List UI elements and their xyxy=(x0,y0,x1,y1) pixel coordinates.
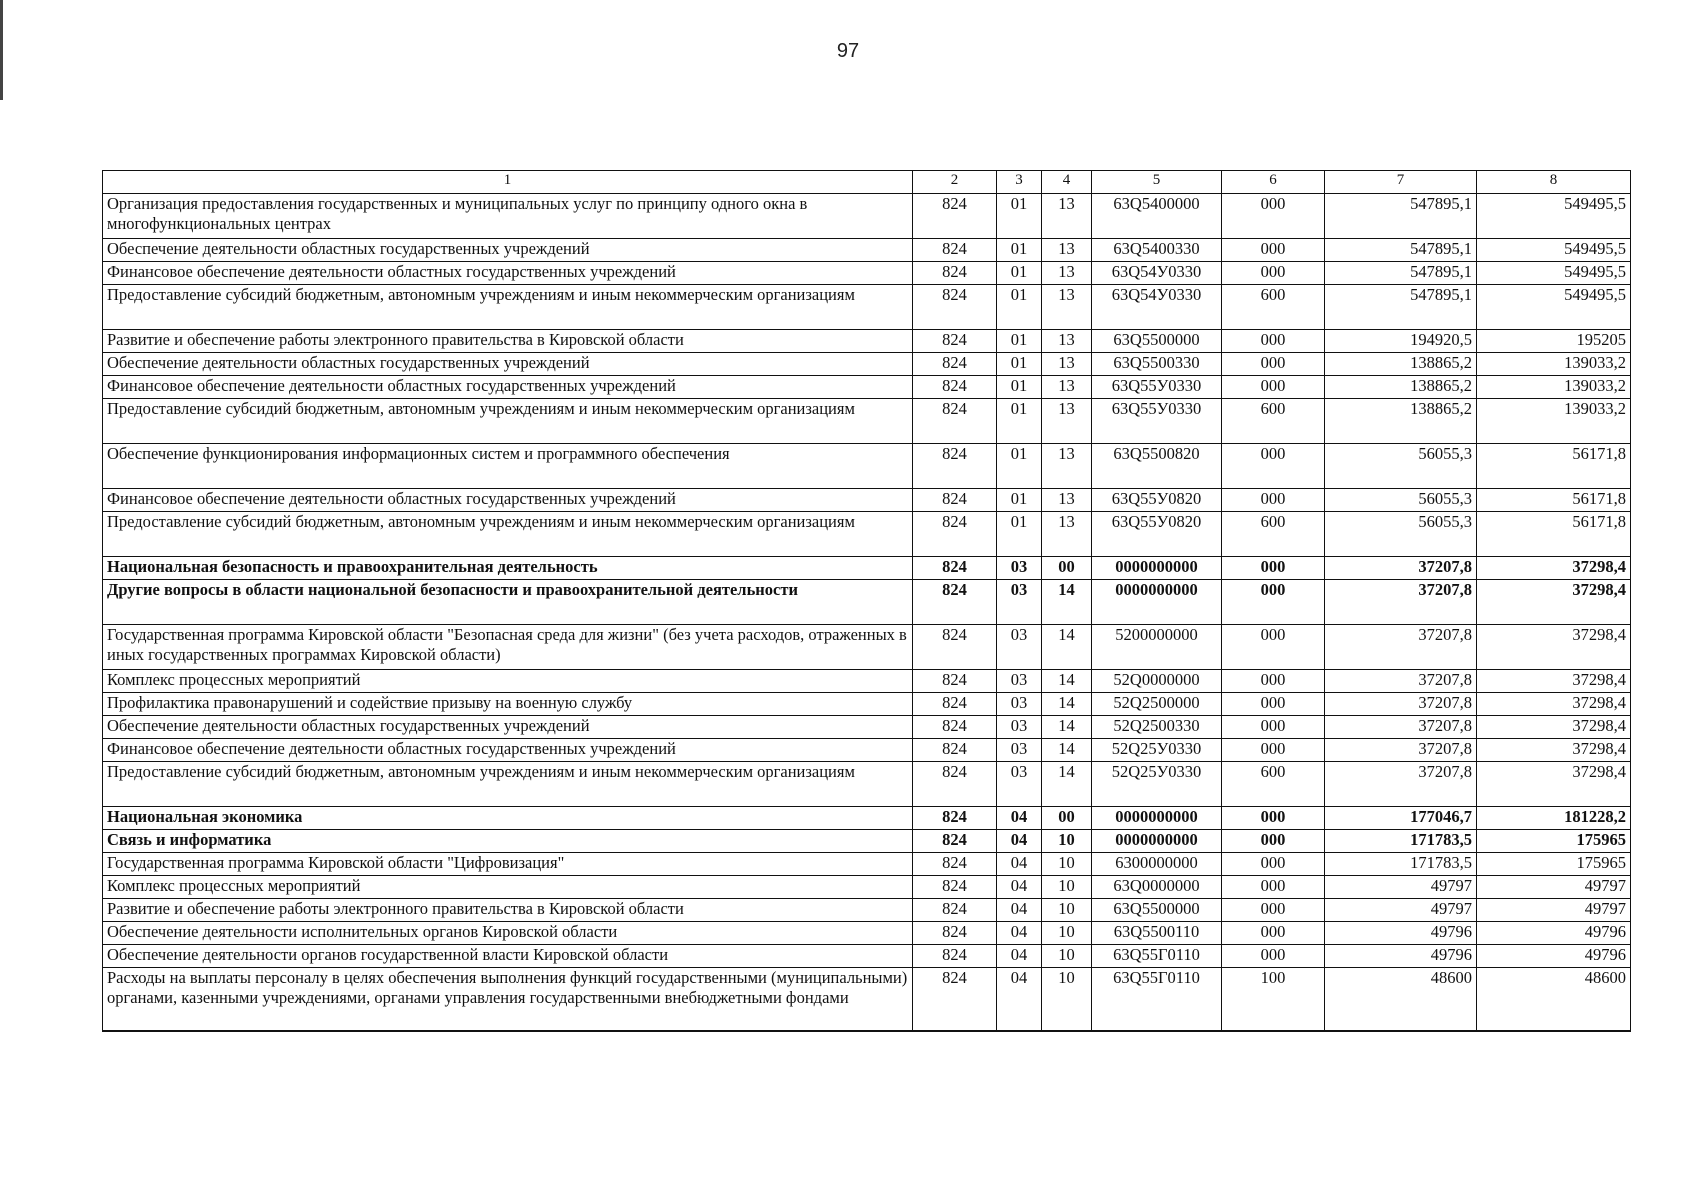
section-code-cell: 01 xyxy=(997,262,1042,285)
target-article-cell: 0000000000 xyxy=(1092,580,1222,625)
table-row xyxy=(103,670,1631,693)
ministry-code-cell: 824 xyxy=(913,625,997,670)
ministry-code-cell: 824 xyxy=(913,876,997,899)
subsection-code-cell: 14 xyxy=(1042,670,1092,693)
item-name-cell: Обеспечение деятельности областных государственных учреждений xyxy=(103,353,913,376)
ministry-code-cell: 824 xyxy=(913,557,997,580)
subsection-code-cell: 10 xyxy=(1042,945,1092,968)
amount-year2-cell: 175965 xyxy=(1477,830,1631,853)
section-code-cell: 04 xyxy=(997,830,1042,853)
amount-year2-cell: 37298,4 xyxy=(1477,739,1631,762)
target-article-cell: 63Q5500330 xyxy=(1092,353,1222,376)
target-article-cell: 63Q55У0820 xyxy=(1092,512,1222,557)
expense-type-cell: 000 xyxy=(1222,489,1325,512)
item-name-cell: Обеспечение деятельности органов государственной власти Кировской области xyxy=(103,945,913,968)
amount-year2-cell: 139033,2 xyxy=(1477,399,1631,444)
amount-year1-cell: 37207,8 xyxy=(1325,739,1477,762)
target-article-cell: 52Q2500330 xyxy=(1092,716,1222,739)
item-name-cell: Развитие и обеспечение работы электронного правительства в Кировской области xyxy=(103,899,913,922)
amount-year1-cell: 547895,1 xyxy=(1325,239,1477,262)
amount-year2-cell: 37298,4 xyxy=(1477,580,1631,625)
expense-type-cell: 000 xyxy=(1222,353,1325,376)
item-name-cell: Предоставление субсидий бюджетным, автономным учреждениям и иным некоммерческим организациям xyxy=(103,399,913,444)
target-article-cell: 0000000000 xyxy=(1092,830,1222,853)
expense-type-cell: 000 xyxy=(1222,899,1325,922)
table-row xyxy=(103,625,1631,670)
amount-year1-cell: 56055,3 xyxy=(1325,512,1477,557)
expense-type-cell: 000 xyxy=(1222,876,1325,899)
target-article-cell: 5200000000 xyxy=(1092,625,1222,670)
target-article-cell: 63Q55У0330 xyxy=(1092,399,1222,444)
item-name-cell: Предоставление субсидий бюджетным, автономным учреждениям и иным некоммерческим организациям xyxy=(103,762,913,807)
amount-year2-cell: 139033,2 xyxy=(1477,353,1631,376)
subsection-code-cell: 14 xyxy=(1042,739,1092,762)
table-row xyxy=(103,353,1631,376)
amount-year1-cell: 56055,3 xyxy=(1325,489,1477,512)
item-name-cell: Обеспечение функционирования информационных систем и программного обеспечения xyxy=(103,444,913,489)
target-article-cell: 63Q54У0330 xyxy=(1092,262,1222,285)
item-name-cell: Обеспечение деятельности исполнительных органов Кировской области xyxy=(103,922,913,945)
column-header: 1 xyxy=(103,171,913,194)
amount-year1-cell: 547895,1 xyxy=(1325,262,1477,285)
amount-year1-cell: 138865,2 xyxy=(1325,376,1477,399)
column-header: 6 xyxy=(1222,171,1325,194)
amount-year2-cell: 37298,4 xyxy=(1477,625,1631,670)
expense-type-cell: 000 xyxy=(1222,853,1325,876)
expense-type-cell: 600 xyxy=(1222,512,1325,557)
target-article-cell: 63Q55Г0110 xyxy=(1092,945,1222,968)
ministry-code-cell: 824 xyxy=(913,239,997,262)
table-row xyxy=(103,716,1631,739)
ministry-code-cell: 824 xyxy=(913,739,997,762)
section-code-cell: 03 xyxy=(997,670,1042,693)
amount-year2-cell: 48600 xyxy=(1477,968,1631,1032)
amount-year1-cell: 49796 xyxy=(1325,945,1477,968)
target-article-cell: 63Q5400000 xyxy=(1092,194,1222,239)
ministry-code-cell: 824 xyxy=(913,489,997,512)
section-code-cell: 01 xyxy=(997,285,1042,330)
expense-type-cell: 000 xyxy=(1222,945,1325,968)
section-code-cell: 01 xyxy=(997,330,1042,353)
subsection-code-cell: 13 xyxy=(1042,330,1092,353)
amount-year1-cell: 171783,5 xyxy=(1325,830,1477,853)
ministry-code-cell: 824 xyxy=(913,693,997,716)
table-row xyxy=(103,876,1631,899)
expense-type-cell: 000 xyxy=(1222,557,1325,580)
amount-year1-cell: 138865,2 xyxy=(1325,399,1477,444)
amount-year2-cell: 549495,5 xyxy=(1477,194,1631,239)
target-article-cell: 63Q55У0330 xyxy=(1092,376,1222,399)
amount-year1-cell: 48600 xyxy=(1325,968,1477,1032)
amount-year1-cell: 37207,8 xyxy=(1325,762,1477,807)
section-code-cell: 03 xyxy=(997,693,1042,716)
target-article-cell: 63Q54У0330 xyxy=(1092,285,1222,330)
section-code-cell: 03 xyxy=(997,739,1042,762)
table-row xyxy=(103,922,1631,945)
table-row xyxy=(103,194,1631,239)
table-row xyxy=(103,330,1631,353)
table-row xyxy=(103,830,1631,853)
amount-year2-cell: 49797 xyxy=(1477,876,1631,899)
subsection-code-cell: 13 xyxy=(1042,353,1092,376)
subsection-code-cell: 14 xyxy=(1042,693,1092,716)
section-code-cell: 03 xyxy=(997,716,1042,739)
item-name-cell: Государственная программа Кировской области "Безопасная среда для жизни" (без учета расходов, отраженных в иных государственных программах Кировской области) xyxy=(103,625,913,670)
column-header: 2 xyxy=(913,171,997,194)
item-name-cell: Организация предоставления государственных и муниципальных услуг по принципу одного окна в многофункциональных центрах xyxy=(103,194,913,239)
amount-year2-cell: 37298,4 xyxy=(1477,693,1631,716)
amount-year1-cell: 138865,2 xyxy=(1325,353,1477,376)
section-code-cell: 01 xyxy=(997,194,1042,239)
expense-type-cell: 600 xyxy=(1222,285,1325,330)
section-code-cell: 03 xyxy=(997,580,1042,625)
subsection-code-cell: 14 xyxy=(1042,580,1092,625)
table-row xyxy=(103,762,1631,807)
amount-year1-cell: 49797 xyxy=(1325,876,1477,899)
expense-type-cell: 000 xyxy=(1222,262,1325,285)
subsection-code-cell: 13 xyxy=(1042,285,1092,330)
amount-year2-cell: 49796 xyxy=(1477,922,1631,945)
target-article-cell: 0000000000 xyxy=(1092,807,1222,830)
expense-type-cell: 000 xyxy=(1222,625,1325,670)
subsection-code-cell: 13 xyxy=(1042,399,1092,444)
subsection-code-cell: 13 xyxy=(1042,262,1092,285)
amount-year1-cell: 37207,8 xyxy=(1325,625,1477,670)
target-article-cell: 63Q0000000 xyxy=(1092,876,1222,899)
section-code-cell: 04 xyxy=(997,807,1042,830)
amount-year1-cell: 37207,8 xyxy=(1325,716,1477,739)
expense-type-cell: 000 xyxy=(1222,739,1325,762)
target-article-cell: 63Q5500000 xyxy=(1092,899,1222,922)
ministry-code-cell: 824 xyxy=(913,716,997,739)
section-code-cell: 03 xyxy=(997,557,1042,580)
ministry-code-cell: 824 xyxy=(913,922,997,945)
target-article-cell: 63Q55Г0110 xyxy=(1092,968,1222,1032)
section-code-cell: 01 xyxy=(997,512,1042,557)
amount-year1-cell: 547895,1 xyxy=(1325,285,1477,330)
ministry-code-cell: 824 xyxy=(913,945,997,968)
item-name-cell: Финансовое обеспечение деятельности областных государственных учреждений xyxy=(103,376,913,399)
table-row xyxy=(103,739,1631,762)
table-row xyxy=(103,262,1631,285)
table-row xyxy=(103,807,1631,830)
section-code-cell: 01 xyxy=(997,353,1042,376)
amount-year2-cell: 56171,8 xyxy=(1477,444,1631,489)
subsection-code-cell: 10 xyxy=(1042,922,1092,945)
item-name-cell: Другие вопросы в области национальной безопасности и правоохранительной деятельности xyxy=(103,580,913,625)
ministry-code-cell: 824 xyxy=(913,353,997,376)
section-code-cell: 04 xyxy=(997,922,1042,945)
ministry-code-cell: 824 xyxy=(913,399,997,444)
amount-year2-cell: 195205 xyxy=(1477,330,1631,353)
amount-year1-cell: 194920,5 xyxy=(1325,330,1477,353)
item-name-cell: Финансовое обеспечение деятельности областных государственных учреждений xyxy=(103,489,913,512)
section-code-cell: 01 xyxy=(997,376,1042,399)
amount-year2-cell: 49797 xyxy=(1477,899,1631,922)
table-row xyxy=(103,444,1631,489)
subsection-code-cell: 00 xyxy=(1042,557,1092,580)
target-article-cell: 52Q25У0330 xyxy=(1092,739,1222,762)
column-number-row xyxy=(103,171,1631,194)
amount-year2-cell: 549495,5 xyxy=(1477,285,1631,330)
amount-year1-cell: 49796 xyxy=(1325,922,1477,945)
amount-year2-cell: 37298,4 xyxy=(1477,716,1631,739)
expense-type-cell: 000 xyxy=(1222,330,1325,353)
expense-type-cell: 000 xyxy=(1222,830,1325,853)
amount-year1-cell: 49797 xyxy=(1325,899,1477,922)
expense-type-cell: 100 xyxy=(1222,968,1325,1032)
target-article-cell: 63Q5400330 xyxy=(1092,239,1222,262)
section-code-cell: 01 xyxy=(997,444,1042,489)
item-name-cell: Финансовое обеспечение деятельности областных государственных учреждений xyxy=(103,262,913,285)
amount-year2-cell: 37298,4 xyxy=(1477,557,1631,580)
ministry-code-cell: 824 xyxy=(913,285,997,330)
subsection-code-cell: 13 xyxy=(1042,194,1092,239)
amount-year2-cell: 549495,5 xyxy=(1477,239,1631,262)
amount-year1-cell: 37207,8 xyxy=(1325,693,1477,716)
page-number: 97 xyxy=(836,40,860,62)
table-row xyxy=(103,580,1631,625)
target-article-cell: 0000000000 xyxy=(1092,557,1222,580)
item-name-cell: Развитие и обеспечение работы электронного правительства в Кировской области xyxy=(103,330,913,353)
column-header: 3 xyxy=(997,171,1042,194)
section-code-cell: 04 xyxy=(997,968,1042,1032)
table-row xyxy=(103,853,1631,876)
amount-year2-cell: 56171,8 xyxy=(1477,512,1631,557)
ministry-code-cell: 824 xyxy=(913,830,997,853)
ministry-code-cell: 824 xyxy=(913,444,997,489)
item-name-cell: Финансовое обеспечение деятельности областных государственных учреждений xyxy=(103,739,913,762)
item-name-cell: Предоставление субсидий бюджетным, автономным учреждениям и иным некоммерческим организациям xyxy=(103,512,913,557)
section-code-cell: 01 xyxy=(997,399,1042,444)
amount-year1-cell: 37207,8 xyxy=(1325,670,1477,693)
subsection-code-cell: 10 xyxy=(1042,853,1092,876)
expense-type-cell: 000 xyxy=(1222,194,1325,239)
subsection-code-cell: 10 xyxy=(1042,876,1092,899)
amount-year2-cell: 56171,8 xyxy=(1477,489,1631,512)
target-article-cell: 63Q5500820 xyxy=(1092,444,1222,489)
amount-year1-cell: 37207,8 xyxy=(1325,580,1477,625)
subsection-code-cell: 13 xyxy=(1042,444,1092,489)
expense-type-cell: 600 xyxy=(1222,399,1325,444)
ministry-code-cell: 824 xyxy=(913,853,997,876)
ministry-code-cell: 824 xyxy=(913,262,997,285)
table-body xyxy=(103,194,1631,1032)
subsection-code-cell: 13 xyxy=(1042,512,1092,557)
item-name-cell: Комплекс процессных мероприятий xyxy=(103,876,913,899)
expense-type-cell: 000 xyxy=(1222,693,1325,716)
ministry-code-cell: 824 xyxy=(913,807,997,830)
expense-type-cell: 000 xyxy=(1222,807,1325,830)
expense-type-cell: 000 xyxy=(1222,922,1325,945)
subsection-code-cell: 00 xyxy=(1042,807,1092,830)
table-row xyxy=(103,285,1631,330)
amount-year1-cell: 547895,1 xyxy=(1325,194,1477,239)
target-article-cell: 63Q55У0820 xyxy=(1092,489,1222,512)
item-name-cell: Профилактика правонарушений и содействие призыву на военную службу xyxy=(103,693,913,716)
amount-year1-cell: 37207,8 xyxy=(1325,557,1477,580)
target-article-cell: 63Q5500000 xyxy=(1092,330,1222,353)
subsection-code-cell: 10 xyxy=(1042,968,1092,1032)
target-article-cell: 63Q5500110 xyxy=(1092,922,1222,945)
section-code-cell: 01 xyxy=(997,489,1042,512)
target-article-cell: 6300000000 xyxy=(1092,853,1222,876)
column-header: 5 xyxy=(1092,171,1222,194)
table-row xyxy=(103,489,1631,512)
table-row xyxy=(103,945,1631,968)
ministry-code-cell: 824 xyxy=(913,899,997,922)
column-header: 4 xyxy=(1042,171,1092,194)
subsection-code-cell: 13 xyxy=(1042,376,1092,399)
section-code-cell: 01 xyxy=(997,239,1042,262)
amount-year2-cell: 49796 xyxy=(1477,945,1631,968)
amount-year2-cell: 181228,2 xyxy=(1477,807,1631,830)
subsection-code-cell: 14 xyxy=(1042,762,1092,807)
table-row xyxy=(103,239,1631,262)
subsection-code-cell: 14 xyxy=(1042,625,1092,670)
amount-year2-cell: 37298,4 xyxy=(1477,670,1631,693)
table-row xyxy=(103,399,1631,444)
ministry-code-cell: 824 xyxy=(913,376,997,399)
ministry-code-cell: 824 xyxy=(913,580,997,625)
column-header: 7 xyxy=(1325,171,1477,194)
ministry-code-cell: 824 xyxy=(913,330,997,353)
expense-type-cell: 000 xyxy=(1222,239,1325,262)
ministry-code-cell: 824 xyxy=(913,670,997,693)
section-code-cell: 04 xyxy=(997,899,1042,922)
subsection-code-cell: 10 xyxy=(1042,899,1092,922)
amount-year1-cell: 177046,7 xyxy=(1325,807,1477,830)
expense-type-cell: 000 xyxy=(1222,444,1325,489)
item-name-cell: Расходы на выплаты персоналу в целях обеспечения выполнения функций государственными (муниципальными) органами, казенными учреждениями, органами управления государственными внебюджетными фондами xyxy=(103,968,913,1032)
subsection-code-cell: 10 xyxy=(1042,830,1092,853)
item-name-cell: Национальная безопасность и правоохранительная деятельность xyxy=(103,557,913,580)
ministry-code-cell: 824 xyxy=(913,194,997,239)
section-code-cell: 03 xyxy=(997,625,1042,670)
target-article-cell: 52Q0000000 xyxy=(1092,670,1222,693)
section-code-cell: 03 xyxy=(997,762,1042,807)
table-row xyxy=(103,376,1631,399)
amount-year2-cell: 139033,2 xyxy=(1477,376,1631,399)
ministry-code-cell: 824 xyxy=(913,968,997,1032)
section-code-cell: 04 xyxy=(997,853,1042,876)
subsection-code-cell: 13 xyxy=(1042,489,1092,512)
expense-type-cell: 000 xyxy=(1222,376,1325,399)
table-row xyxy=(103,693,1631,716)
expense-type-cell: 000 xyxy=(1222,580,1325,625)
item-name-cell: Предоставление субсидий бюджетным, автономным учреждениям и иным некоммерческим организациям xyxy=(103,285,913,330)
budget-table xyxy=(102,170,1631,1032)
table-row xyxy=(103,557,1631,580)
expense-type-cell: 000 xyxy=(1222,670,1325,693)
amount-year1-cell: 171783,5 xyxy=(1325,853,1477,876)
item-name-cell: Связь и информатика xyxy=(103,830,913,853)
item-name-cell: Национальная экономика xyxy=(103,807,913,830)
subsection-code-cell: 13 xyxy=(1042,239,1092,262)
section-code-cell: 04 xyxy=(997,876,1042,899)
column-header: 8 xyxy=(1477,171,1631,194)
item-name-cell: Комплекс процессных мероприятий xyxy=(103,670,913,693)
expense-type-cell: 000 xyxy=(1222,716,1325,739)
amount-year2-cell: 175965 xyxy=(1477,853,1631,876)
item-name-cell: Государственная программа Кировской области "Цифровизация" xyxy=(103,853,913,876)
table-row xyxy=(103,512,1631,557)
amount-year2-cell: 37298,4 xyxy=(1477,762,1631,807)
subsection-code-cell: 14 xyxy=(1042,716,1092,739)
table-row xyxy=(103,968,1631,1032)
section-code-cell: 04 xyxy=(997,945,1042,968)
amount-year2-cell: 549495,5 xyxy=(1477,262,1631,285)
ministry-code-cell: 824 xyxy=(913,762,997,807)
item-name-cell: Обеспечение деятельности областных государственных учреждений xyxy=(103,716,913,739)
table-row xyxy=(103,899,1631,922)
amount-year1-cell: 56055,3 xyxy=(1325,444,1477,489)
target-article-cell: 52Q25У0330 xyxy=(1092,762,1222,807)
item-name-cell: Обеспечение деятельности областных государственных учреждений xyxy=(103,239,913,262)
ministry-code-cell: 824 xyxy=(913,512,997,557)
expense-type-cell: 600 xyxy=(1222,762,1325,807)
target-article-cell: 52Q2500000 xyxy=(1092,693,1222,716)
